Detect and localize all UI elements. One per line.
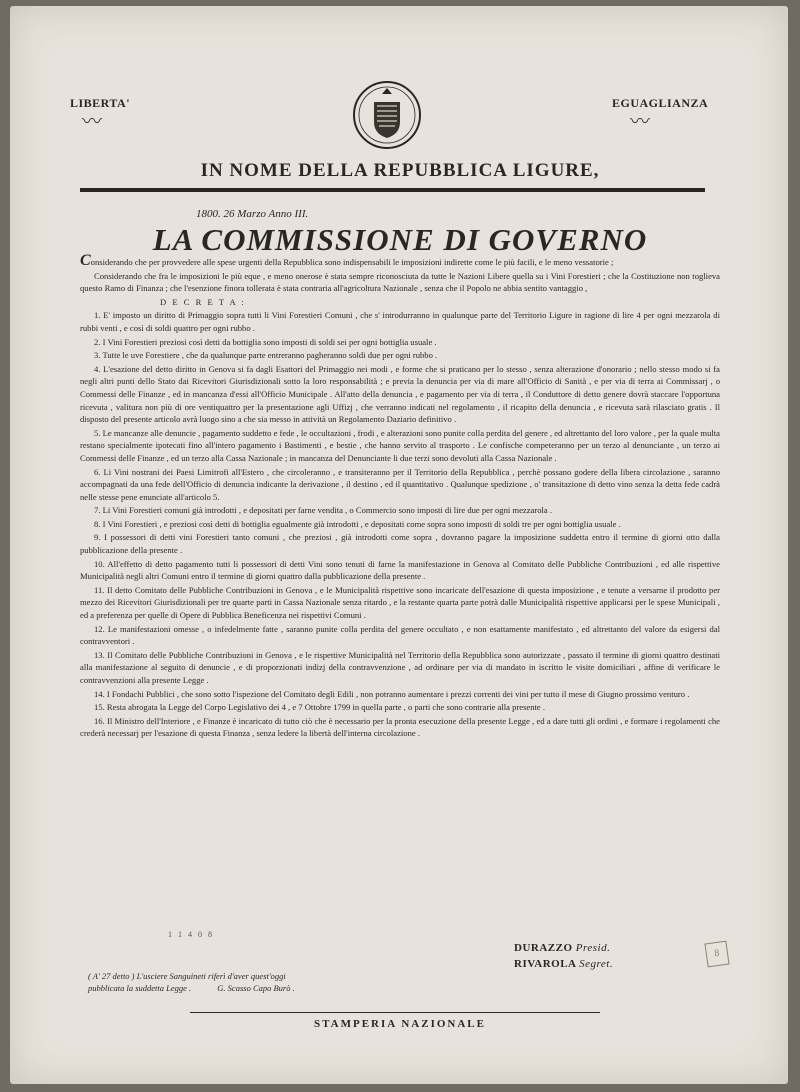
heading-rule [80, 188, 705, 192]
decreta-heading: D E C R E T A : [160, 296, 246, 307]
president-name: DURAZZO [514, 942, 573, 954]
publication-note [88, 970, 295, 994]
decree-body [80, 252, 720, 741]
article-10: 10. All'effetto di detto pagamento tutti li possessori di detti Vini sono tenuti di farne la manifestazione in Genova al Comitato delle Pubbliche Contribuzioni , ed alle rispettive Municipalità negli altri Comuni entro il termine di giorni quattro dalla pubblicazione della presente . [80, 558, 720, 582]
article-1: 1. E' imposto un diritto di Primaggio sopra tutti li Vini Forestieri Comuni , che s' introdurranno in qualunque parte del Territorio Ligure in ragione di lire 4 per ogni mezzarola di rubbi venti , e così di soldi quattro per ogni rubbo . [80, 310, 720, 333]
article-3: 3. Tutte le uve Forestiere , che da qualunque parte entreranno pagheranno soldi due per ogni rubbo . [94, 350, 438, 361]
motto-flourish-right: 〰 [630, 111, 650, 133]
signature-president [514, 942, 610, 954]
article-4: 4. L'esazione del detto diritto in Genova si fa dagli Esattori del Primaggio nei modi , e forme che si praticano per lo stesso , senza alterazione d'onorario ; nello stesso modo si fa negli altri punti dello Stato dai Ricevitori Giurisdizionali sotto la loro responsabilità ; e previa la denuncia per via di mare all'Officio di Sanità , e per via di terra ai Commissarj , o Commessi delle Finanze , ed in mancanza d'essi all'Officio Municipale . All'atto della denuncia , e pagamento per via di terra , il Conduttore di detto genere dovrà staccare l'opportuna ricevuta , valitura non più di ore ventiquattro per la presentazione agli Uffizj , che verranno indicati nel regolamento , il ricapito della denuncia , e ricevuta sarà rilasciato gratis . Il disposto del presente articolo avrà luogo sino a che sia messo in attività un Regolamento Daziario definitivo . [80, 363, 720, 425]
article-2: 2. I Vini Forestieri preziosi così detti da bottiglia sono imposti di soldi sei per ogni bottiglia usuale . [94, 336, 437, 347]
republic-seal-emblem [352, 80, 422, 150]
article-5: 5. Le mancanze alle denuncie , pagamento suddetto e fede , le occultazioni , frodi , e alterazioni sono punite colla perdita del genere , ed altrettanto del loro valore , per la quale multa restano specialmente ipotecati fino all'intero pagamento i Bastimenti , e bestie , che hanno servito al trasporto . Le confische competeranno per un terzo al denunciante , un terzo ai Commessi delle Finanze , ed un terzo alla Cassa Nazionale ; in mancanza del Denunciante li due terzi sono devoluti alla Cassa Nazionale . [80, 427, 720, 463]
considerando-1 [80, 252, 720, 269]
article-9: 9. I possessori di detti vini Forestieri tanto comuni , che preziosi , già introdotti come sopra , dovranno pagare la imposizione suddetta entro il termine di giorni otto dalla pubblicazione della presente . [80, 532, 720, 556]
date-line: 1800. 26 Marzo Anno III. [196, 208, 309, 220]
motto-flourish-left: 〰 [82, 111, 102, 133]
article-14: 14. I Fondachi Pubblici , che sono sotto l'ispezione del Comitato degli Edili , non potranno aumentare i prezzi correnti dei vini per tutto il mese di Giugno prossimo venturo . [94, 688, 690, 699]
considerando-1-text: onsiderando che per provvedere alle spese urgenti della Repubblica sono indispensabili le imposizioni indirette come le più facili, e le meno vessatorie ; [90, 257, 614, 267]
publication-note-text: pubblicata la suddetta Legge . [88, 983, 192, 993]
article-7: 7. Li Vini Forestieri comuni già introdotti , e depositati per farne vendita , o Commercio sono imposti di lire due per ogni mezzarola . [94, 505, 553, 516]
article-12: 12. Le manifestazioni omesse , o infedelmente fatte , saranno punite colla perdita del genere occultato , e non esattamente manifestato , ed altrettanto del valore da esigersi dal contravventori . [80, 623, 720, 647]
secretary-title: Segret. [579, 958, 614, 970]
article-13: 13. Il Comitato delle Pubbliche Contribuzioni in Genova , e le rispettive Municipalità nel Territorio della Repubblica sono autorizzate , passato il termine di giorni quattro destinati alla manifestazione al seguito di denuncie , e di proporzionati indizj della contravvenzione , ad ordinare per via di mandato in iscritto le visite domiciliari , affine di verificare le contravvenzioni alla presente Legge . [80, 649, 720, 685]
secretary-name: RIVAROLA [514, 958, 576, 970]
stamp-number: 1 1 4 0 8 [168, 930, 214, 939]
considerando-2: Considerando che fra le imposizioni le più eque , e meno onerose è stata sempre riconosciuta da tutte le Nazioni Libere quella su i Vini Forestieri ; che la Costituzione non toglieva questo Ramo di Finanza ; che l'esenzione finora tollerata è stata contraria all'agricoltura Nazionale , senza che il Popolo ne abbia sentito vantaggio , [80, 270, 720, 294]
printer-imprint: STAMPERIA NAZIONALE [314, 1018, 486, 1030]
article-6: 6. Li Vini nostrani dei Paesi Limitrofi all'Estero , che circoleranno , e transiteranno per il Territorio della Repubblica , perchè possano godere della libera circolazione , saranno accompagnati da una fede dell'Officio di denuncia indicante la derivazione , il destino , ed il quantitativo . Qualunque spedizione , o' transitazione di detto vino senza la detta fede cadrà nelle stesse pene enunciate all'articolo 5. [80, 466, 720, 502]
president-title: Presid. [575, 942, 611, 954]
publication-note-signature: G. Scasso Capo Burò . [217, 983, 295, 993]
motto-liberta: LIBERTA' [70, 96, 131, 110]
drop-cap: C [80, 252, 91, 269]
footer-rule [190, 1012, 600, 1013]
document-heading: IN NOME DELLA REPUBBLICA LIGURE, [200, 160, 600, 181]
signature-secretary [514, 958, 613, 970]
article-8: 8. I Vini Forestieri , e preziosi così detti di bottiglia egualmente già introdotti , e depositati come sopra sono imposti di soldi tre per ogni bottiglia usuale . [94, 518, 621, 529]
archive-corner-mark: 8 [704, 941, 729, 968]
publication-note-line-2 [88, 982, 295, 994]
document-title: LA COMMISSIONE DI GOVERNO [152, 222, 648, 257]
article-11: 11. Il detto Comitato delle Pubbliche Contribuzioni in Genova , e le Municipalità rispettive sono incaricate dell'esazione di questa imposizione , e tenute a versarne il prodotto per mezzo dei Ricevitori Giurisdizionali per tre quarte parti in Cassa Nazionale senza ritardo , e la restante quarta parte potrà dalle Municipalità rispettive applicarsi per le spese Municipali , ed a preferenza per quelle di Opere di Pubblica Beneficenza nei rispettivi Comuni . [80, 584, 720, 621]
article-16: 16. Il Ministro dell'Interiore , e Finanze è incaricato di tutto ciò che è necessario per la pronta esecuzione della presente Legge , ed a dare tutti gli ordini , e formare i regolamenti che crederà necessarj per l'esazione di questa Finanza , senza ledere la libertà dell'interna circolazione . [80, 715, 720, 739]
article-15: 15. Resta abrogata la Legge del Corpo Legislativo dei 4 , e 7 Ottobre 1799 in quella parte , o parti che sono contrarie alla presente . [94, 702, 546, 713]
motto-eguaglianza: EGUAGLIANZA [612, 96, 709, 110]
publication-note-line-1: ( A' 27 detto ) L'usciere Sanguineti riferì d'aver quest'oggi [88, 971, 286, 981]
